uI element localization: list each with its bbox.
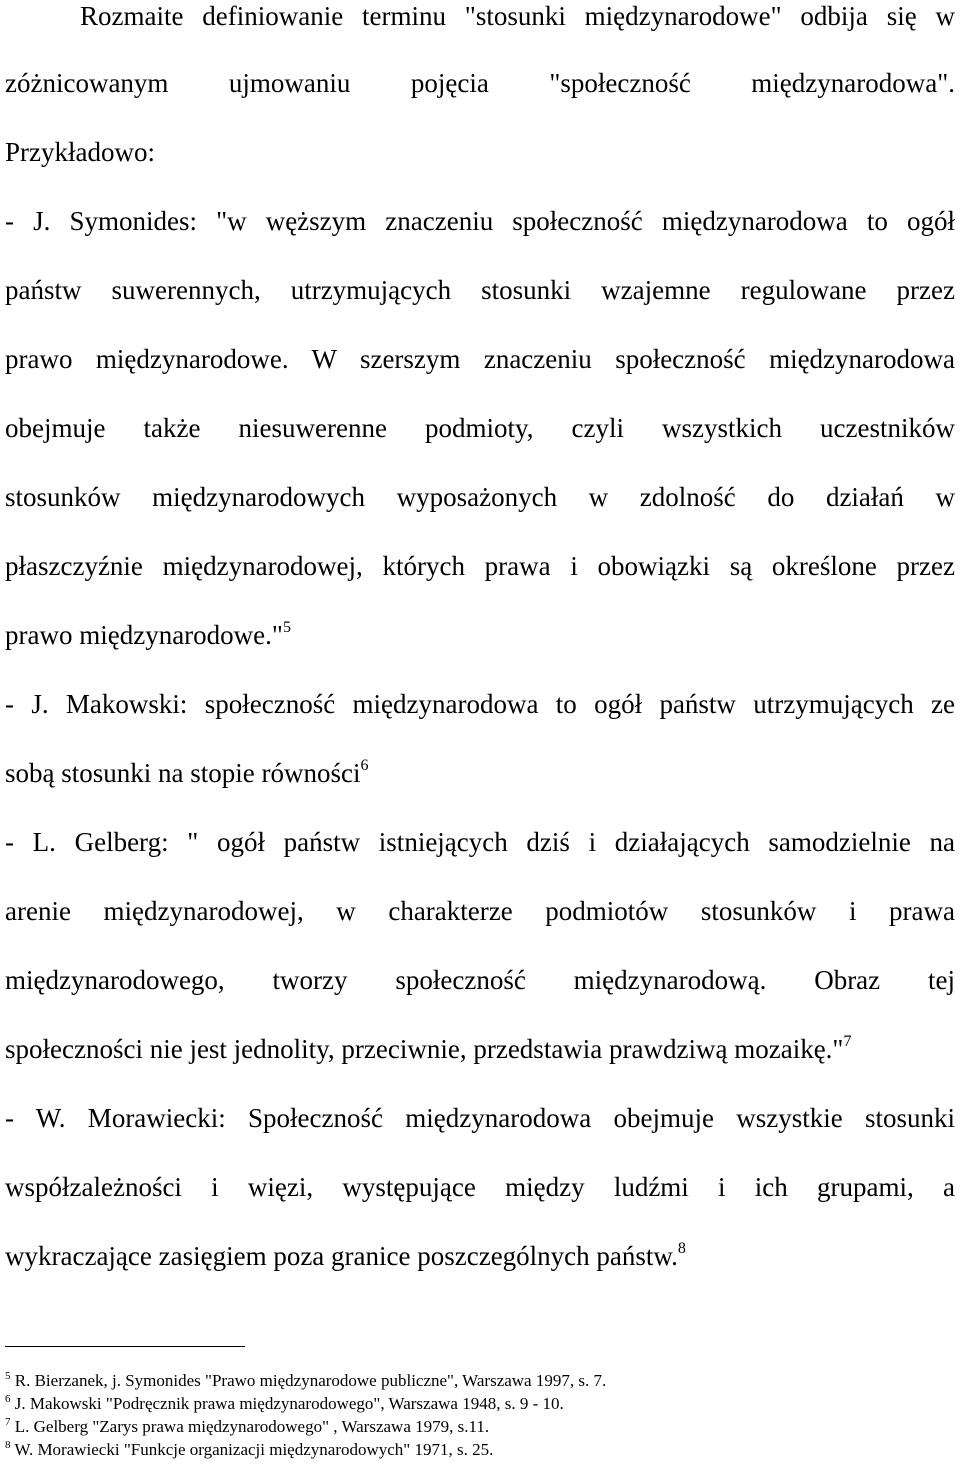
footnote-ref: 6 <box>360 757 369 774</box>
footnote-ref: 5 <box>282 619 291 636</box>
footnote-separator <box>5 1346 245 1347</box>
body-line: - J. Symonides: "w węższym znaczeniu społeczność międzynarodowa to ogół <box>5 206 955 236</box>
footnote-text: W. Morawiecki "Funkcje organizacji międzynarodowych" 1971, s. 25. <box>14 1440 494 1459</box>
body-line: obejmuje także niesuwerenne podmioty, czyli wszystkich uczestników <box>5 413 955 443</box>
body-line: arenie międzynarodowej, w charakterze podmiotów stosunków i prawa <box>5 896 955 926</box>
footnote-text: L. Gelberg "Zarys prawa międzynarodowego" , Warszawa 1979, s.11. <box>14 1417 490 1436</box>
body-line: prawo międzynarodowe. W szerszym znaczeniu społeczność międzynarodowa <box>5 344 955 374</box>
footnote-text: R. Bierzanek, j. Symonides "Prawo międzynarodowe publiczne", Warszawa 1997, s. 7. <box>14 1371 607 1390</box>
body-line: międzynarodowego, tworzy społeczność międzynarodową. Obraz tej <box>5 965 955 995</box>
footnote <box>5 1370 955 1392</box>
body-text: wykraczające zasięgiem poza granice poszczególnych państw. <box>5 1241 678 1271</box>
body-line: - L. Gelberg: " ogół państw istniejących dziś i działających samodzielnie na <box>5 827 955 857</box>
footnote-number: 6 <box>5 1393 11 1405</box>
body-line: zóżnicowanym ujmowaniu pojęcia "społeczność międzynarodowa". <box>5 68 955 98</box>
body-line: - W. Morawiecki: Społeczność międzynarodowa obejmuje wszystkie stosunki <box>5 1103 955 1133</box>
body-line <box>5 1033 955 1065</box>
body-line: stosunków międzynarodowych wyposażonych w zdolność do działań w <box>5 482 955 512</box>
footnote-number: 7 <box>5 1416 11 1428</box>
body-text: sobą stosunki na stopie równości <box>5 758 361 788</box>
body-text: prawo międzynarodowe." <box>5 620 283 650</box>
footnote <box>5 1416 955 1438</box>
body-line: Przykładowo: <box>5 137 155 167</box>
footnote-number: 8 <box>5 1439 11 1451</box>
body-line: współzależności i więzi, występujące między ludźmi i ich grupami, a <box>5 1172 955 1202</box>
footnote-ref: 7 <box>843 1033 852 1050</box>
body-line: płaszczyźnie międzynarodowej, których prawa i obowiązki są określone przez <box>5 551 955 581</box>
body-line <box>5 1240 955 1272</box>
body-line <box>5 619 955 651</box>
footnote <box>5 1393 955 1415</box>
footnote-number: 5 <box>5 1370 11 1382</box>
footnote-ref: 8 <box>677 1240 686 1257</box>
footnote-text: J. Makowski "Podręcznik prawa międzynarodowego", Warszawa 1948, s. 9 - 10. <box>14 1394 564 1413</box>
body-line: - J. Makowski: społeczność międzynarodowa to ogół państw utrzymujących ze <box>5 689 955 719</box>
body-line <box>5 757 955 789</box>
footnote <box>5 1439 955 1461</box>
body-line: państw suwerennych, utrzymujących stosunki wzajemne regulowane przez <box>5 275 955 305</box>
body-text: społeczności nie jest jednolity, przeciwnie, przedstawia prawdziwą mozaikę." <box>5 1034 844 1064</box>
body-line: Rozmaite definiowanie terminu "stosunki międzynarodowe" odbija się w <box>80 1 955 31</box>
